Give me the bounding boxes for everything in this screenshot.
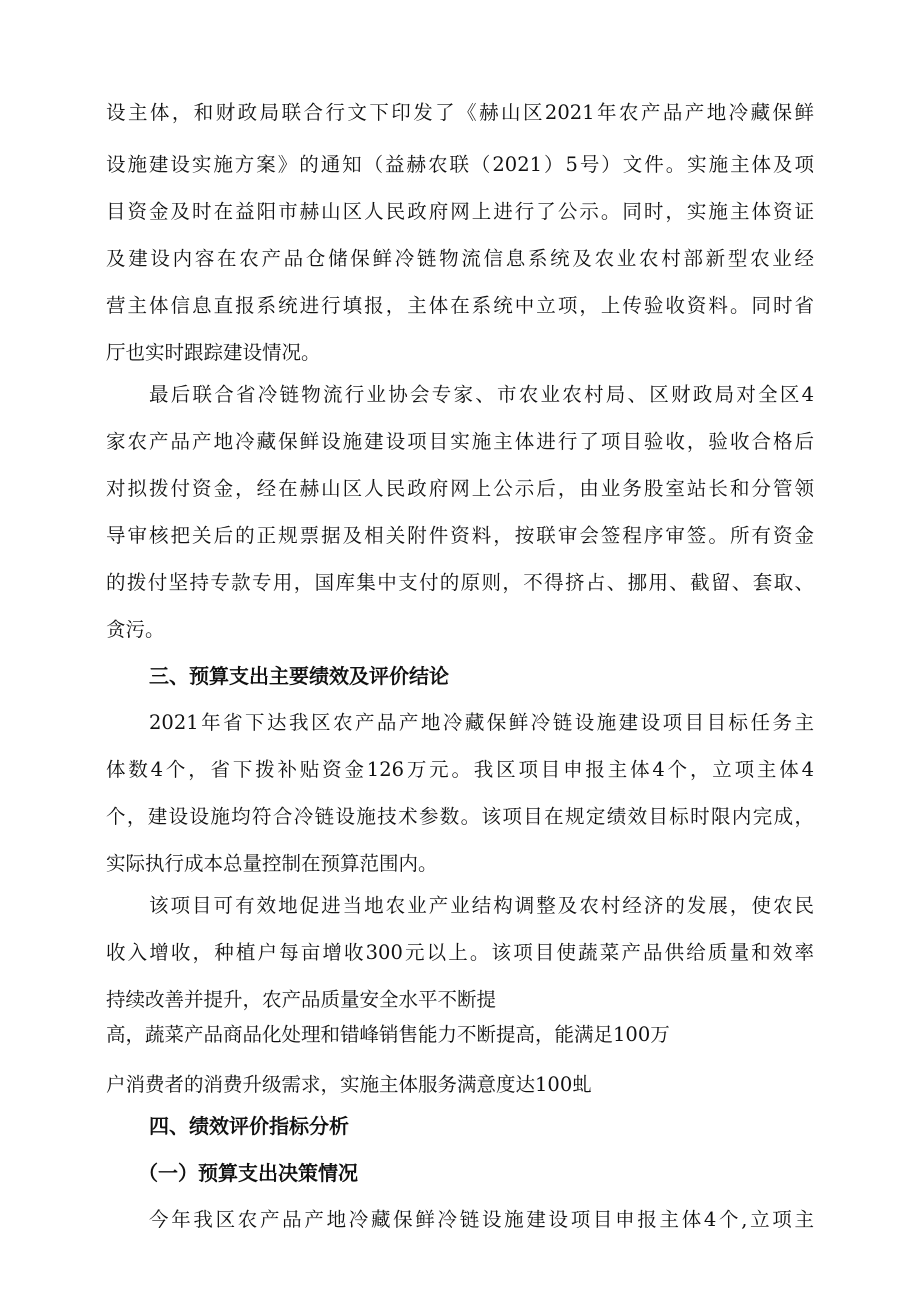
paragraph-1-line-4: 及建设内容在农产品仓储保鲜冷链物流信息系统及农业农村部新型农业经 bbox=[106, 247, 814, 270]
subsection-heading-4-1: （一）预算支出决策情况 bbox=[138, 1161, 358, 1185]
paragraph-2-line-4: 导审核把关后的正规票据及相关附件资料，按联审会签程序审签。所有资金 bbox=[106, 524, 814, 547]
paragraph-3-line-2: 体数4个，省下拨补贴资金126万元。我区项目申报主体4个，立项主体4 bbox=[106, 758, 814, 781]
paragraph-4-line-1: 该项目可有效地促进当地农业产业结构调整及农村经济的发展，使农民 bbox=[149, 894, 814, 917]
paragraph-5-line-1: 今年我区农产品产地冷藏保鲜冷链设施建设项目申报主体4个,立项主 bbox=[149, 1208, 814, 1231]
paragraph-4-line-3: 持续改善并提升，农产品质量安全水平不断提 bbox=[106, 988, 497, 1011]
paragraph-4-line-4: 高，蔬菜产品商品化处理和错峰销售能力不断提高，能满足100万 bbox=[106, 1023, 670, 1046]
paragraph-1-line-1: 设主体，和财政局联合行文下印发了《赫山区2021年农产品产地冷藏保鲜 bbox=[106, 101, 814, 124]
paragraph-1-line-6: 厅也实时跟踪建设情况。 bbox=[106, 341, 321, 364]
paragraph-2-line-2: 家农产品产地冷藏保鲜设施建设项目实施主体进行了项目验收，验收合格后 bbox=[106, 430, 814, 453]
paragraph-1-line-3: 目资金及时在益阳市赫山区人民政府网上进行了公示。同时，实施主体资证 bbox=[106, 200, 814, 223]
section-heading-4: 四、绩效评价指标分析 bbox=[149, 1114, 349, 1138]
paragraph-2-line-6: 贪污。 bbox=[106, 618, 165, 641]
paragraph-1-line-5: 营主体信息直报系统进行填报，主体在系统中立项，上传验收资料。同时省 bbox=[106, 294, 814, 317]
paragraph-2-line-3: 对拟拨付资金，经在赫山区人民政府网上公示后，由业务股室站长和分管领 bbox=[106, 477, 814, 500]
paragraph-4-line-2: 收入增收，种植户每亩增收300元以上。该项目使蔬菜产品供给质量和效率 bbox=[106, 941, 814, 964]
paragraph-4-line-5: 户消费者的消费升级需求，实施主体服务满意度达100虬 bbox=[106, 1073, 592, 1096]
paragraph-3-line-4: 实际执行成本总量控制在预算范围内。 bbox=[106, 852, 438, 875]
paragraph-1-line-2: 设施建设实施方案》的通知（益赫农联（2021）5号）文件。实施主体及项 bbox=[106, 153, 814, 176]
paragraph-3-line-3: 个，建设设施均符合冷链设施技术参数。该项目在规定绩效目标时限内完成， bbox=[106, 805, 814, 828]
paragraph-2-line-5: 的拨付坚持专款专用，国库集中支付的原则，不得挤占、挪用、截留、套取、 bbox=[106, 571, 814, 594]
paragraph-2-line-1: 最后联合省冷链物流行业协会专家、市农业农村局、区财政局对全区4 bbox=[149, 383, 814, 406]
section-heading-3: 三、预算支出主要绩效及评价结论 bbox=[149, 664, 449, 688]
paragraph-3-line-1: 2021年省下达我区农产品产地冷藏保鲜冷链设施建设项目目标任务主 bbox=[149, 711, 814, 734]
